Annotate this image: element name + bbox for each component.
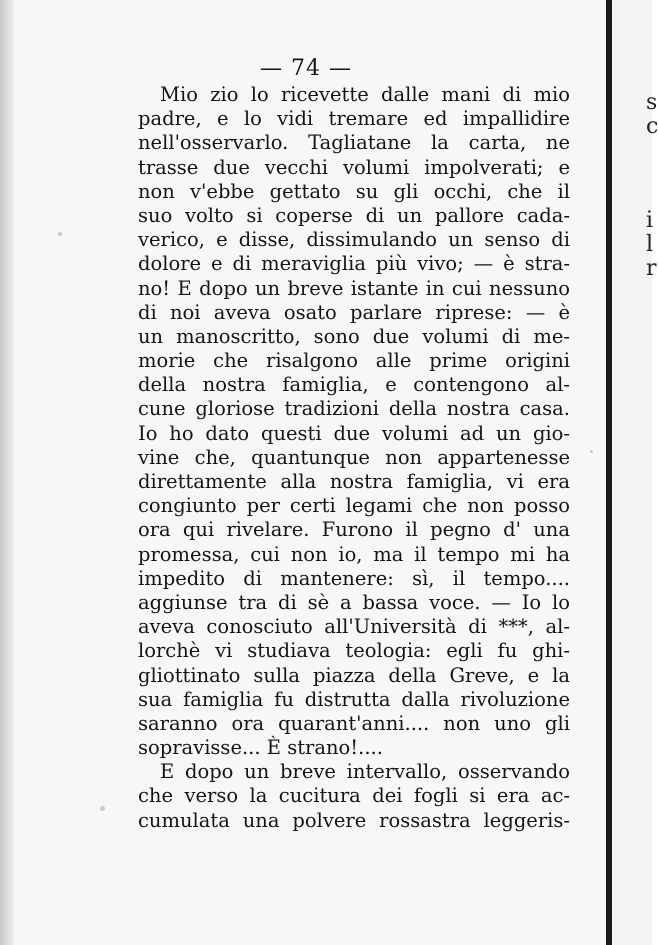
- text-line: E dopo un breve intervallo, osservando: [160, 760, 570, 784]
- adjacent-page-fragment: s: [646, 90, 658, 115]
- text-line: aveva conosciuto all'Università di ***, al-: [138, 615, 570, 639]
- text-line: di noi aveva osato parlare riprese: — è: [138, 300, 570, 324]
- text-line: Io ho dato questi due volumi ad un gio-: [138, 421, 570, 445]
- ink-spot: [58, 232, 62, 236]
- text-line: direttamente alla nostra famiglia, vi era: [138, 470, 570, 493]
- adjacent-page-edge: [612, 0, 658, 945]
- text-line: trasse due vecchi volumi impolverati; e: [138, 155, 570, 179]
- page-number: — 74 —: [260, 56, 352, 81]
- text-line: che verso la cucitura dei fogli si era ac-: [138, 784, 570, 808]
- text-line: non v'ebbe gettato su gli occhi, che il: [138, 179, 570, 203]
- text-line: della nostra famiglia, e contengono al-: [138, 373, 570, 397]
- text-line: cumulata una polvere rossastra leggeris-: [138, 808, 570, 832]
- text-line: nell'osservarlo. Tagliatane la carta, ne: [138, 131, 570, 155]
- text-line: sua famiglia fu distrutta dalla rivoluzione: [138, 687, 570, 711]
- text-line: impedito di mantenere: sì, il tempo....: [138, 566, 570, 590]
- text-line: saranno ora quarant'anni.... non uno gli: [138, 711, 570, 735]
- text-line: un manoscritto, sono due volumi di me-: [138, 324, 570, 348]
- text-line: gliottinato sulla piazza della Greve, e la: [138, 663, 570, 687]
- ink-spot: [100, 806, 105, 811]
- text-line: verico, e disse, dissimulando un senso di: [138, 228, 570, 252]
- text-line: ora qui rivelare. Furono il pegno d' una: [138, 518, 570, 542]
- text-line: promessa, cui non io, ma il tempo mi ha: [138, 542, 570, 566]
- text-line: dolore e di meraviglia più vivo; — è stra-: [138, 252, 570, 276]
- text-line: Mio zio lo ricevette dalle mani di mio: [160, 83, 570, 106]
- text-line: no! E dopo un breve istante in cui nessuno: [138, 276, 570, 300]
- adjacent-page-fragment: l: [646, 232, 654, 257]
- text-line: suo volto si coperse di un pallore cada-: [138, 203, 570, 227]
- text-line: sopravisse... È strano!....: [138, 736, 383, 760]
- text-line: aggiunse tra di sè a bassa voce. — Io lo: [138, 590, 570, 614]
- body-text: [138, 83, 570, 833]
- text-line: congiunto per certi legami che non posso: [138, 494, 570, 518]
- adjacent-page-fragment: i: [646, 208, 654, 233]
- text-line: lorchè vi studiava teologia: egli fu ghi-: [138, 639, 570, 663]
- text-line: padre, e lo vidi tremare ed impallidire: [138, 107, 570, 131]
- adjacent-page-fragment: c: [646, 114, 658, 139]
- page-left-edge: [0, 0, 14, 945]
- adjacent-page-fragment: r: [646, 256, 657, 281]
- ink-spot: [590, 450, 593, 453]
- text-line: vine che, quantunque non appartenesse: [138, 445, 570, 469]
- text-line: cune gloriose tradizioni della nostra casa.: [138, 397, 570, 421]
- text-line: morie che risalgono alle prime origini: [138, 349, 570, 373]
